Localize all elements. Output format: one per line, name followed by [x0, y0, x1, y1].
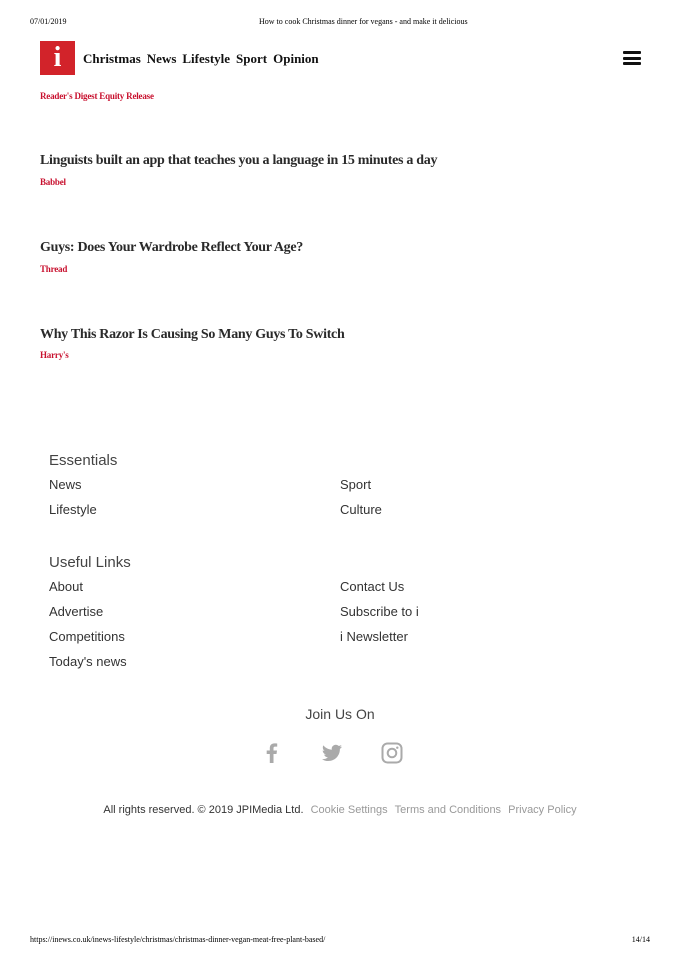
nav-item-lifestyle[interactable]: Lifestyle [182, 51, 231, 66]
copyright-bar [0, 804, 680, 816]
footer-link-sport[interactable]: Sport [340, 477, 372, 492]
footer-link-contact[interactable]: Contact Us [340, 579, 405, 594]
footer-link-todays-news[interactable]: Today's news [49, 654, 127, 669]
footer-link-competitions[interactable]: Competitions [49, 629, 125, 644]
terms-link[interactable]: Terms and Conditions [394, 804, 502, 816]
nav-item-christmas[interactable]: Christmas [83, 51, 141, 66]
footer-link-newsletter[interactable]: i Newsletter [340, 629, 408, 644]
useful-links-heading: Useful Links [49, 554, 131, 571]
promo-source[interactable]: Thread [40, 264, 68, 274]
print-title: How to cook Christmas dinner for vegans - and make it delicious [259, 17, 468, 26]
nav-item-opinion[interactable]: Opinion [273, 51, 319, 66]
print-date: 07/01/2019 [30, 17, 67, 26]
menu-icon[interactable] [623, 51, 641, 65]
site-logo[interactable]: i [40, 41, 75, 75]
promo-title[interactable]: Why This Razor Is Causing So Many Guys To Switch [40, 327, 345, 342]
promo-source[interactable]: Reader's Digest Equity Release [40, 91, 154, 101]
footer-link-about[interactable]: About [49, 579, 83, 594]
promo-title[interactable]: Linguists built an app that teaches you a language in 15 minutes a day [40, 153, 438, 168]
footer-link-subscribe[interactable]: Subscribe to i [340, 604, 419, 619]
join-us-heading: Join Us On [305, 706, 375, 722]
nav-item-sport[interactable]: Sport [236, 51, 268, 66]
promo-source[interactable]: Harry's [40, 350, 69, 360]
instagram-icon[interactable] [381, 742, 403, 764]
main-nav [83, 51, 319, 67]
promo-title[interactable]: Guys: Does Your Wardrobe Reflect Your Age? [40, 240, 303, 255]
footer-link-lifestyle[interactable]: Lifestyle [49, 502, 97, 517]
footer-link-news[interactable]: News [49, 477, 82, 492]
privacy-link[interactable]: Privacy Policy [508, 804, 577, 816]
print-url: https://inews.co.uk/inews-lifestyle/christmas/christmas-dinner-vegan-meat-free-plant-based/ [30, 935, 326, 944]
twitter-icon[interactable] [321, 742, 343, 764]
print-page-number: 14/14 [631, 935, 650, 944]
footer-link-culture[interactable]: Culture [340, 502, 382, 517]
facebook-icon[interactable] [261, 742, 283, 764]
cookie-settings-link[interactable]: Cookie Settings [310, 804, 388, 816]
essentials-heading: Essentials [49, 452, 118, 469]
promo-source[interactable]: Babbel [40, 177, 66, 187]
copyright-text: All rights reserved. © 2019 JPIMedia Ltd. [103, 804, 304, 816]
footer-link-advertise[interactable]: Advertise [49, 604, 104, 619]
nav-item-news[interactable]: News [146, 51, 177, 66]
